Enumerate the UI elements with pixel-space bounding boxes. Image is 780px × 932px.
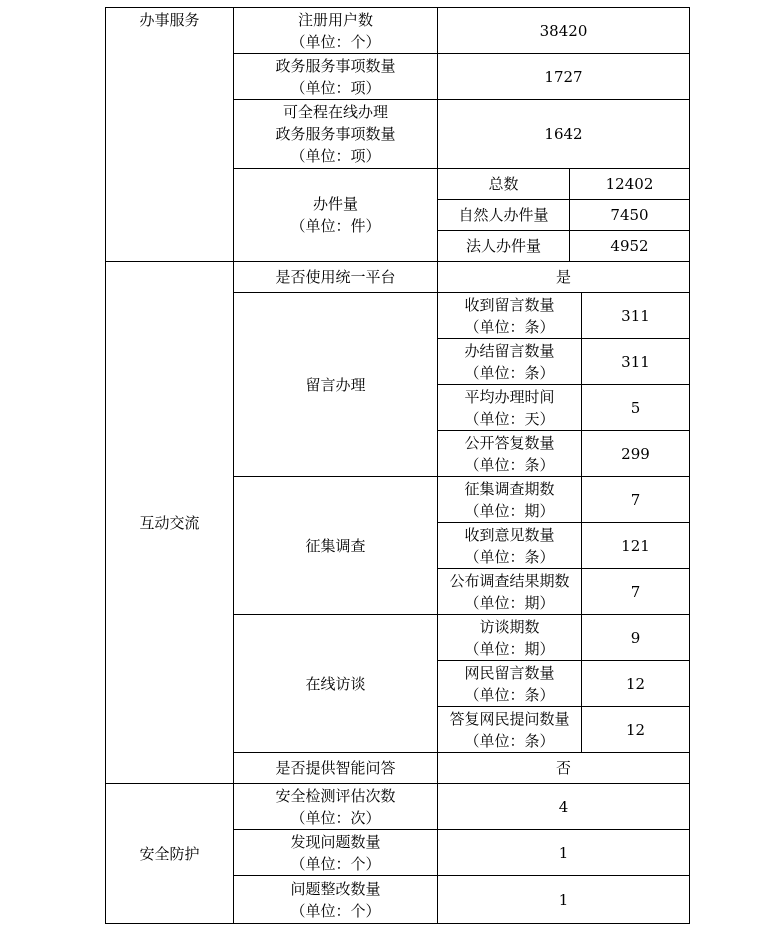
messages-public-replies-label: 公开答复数量 （单位：条）: [437, 430, 582, 477]
cases-total-value: 12402: [569, 168, 690, 200]
interview-periods-label: 访谈期数 （单位：期）: [437, 614, 582, 661]
messages-avg-time-label: 平均办理时间 （单位：天）: [437, 384, 582, 431]
issues-found-value: 1: [437, 829, 690, 876]
survey-periods-label: 征集调查期数 （单位：期）: [437, 476, 582, 523]
section-service-label: 办事服务: [105, 7, 234, 262]
cases-natural-value: 7450: [569, 199, 690, 231]
online-items-label: 可全程在线办理 政务服务事项数量 （单位：项）: [233, 99, 438, 169]
interview-answered-label: 答复网民提问数量 （单位：条）: [437, 706, 582, 753]
cases-legal-value: 4952: [569, 230, 690, 262]
service-items-value: 1727: [437, 53, 690, 100]
messages-closed-value: 311: [581, 338, 690, 385]
messages-received-label: 收到留言数量 （单位：条）: [437, 292, 582, 339]
messages-public-replies-value: 299: [581, 430, 690, 477]
cases-legal-label: 法人办件量: [437, 230, 570, 262]
cases-total-label: 总数: [437, 168, 570, 200]
messages-avg-time-value: 5: [581, 384, 690, 431]
survey-opinions-value: 121: [581, 522, 690, 569]
cases-label: 办件量 （单位：件）: [233, 168, 438, 262]
section-security-label: 安全防护: [105, 783, 234, 924]
survey-label: 征集调查: [233, 476, 438, 615]
interview-label: 在线访谈: [233, 614, 438, 753]
smart-qa-value: 否: [437, 752, 690, 784]
service-items-label: 政务服务事项数量 （单位：项）: [233, 53, 438, 100]
survey-results-label: 公布调查结果期数 （单位：期）: [437, 568, 582, 615]
unified-platform-label: 是否使用统一平台: [233, 261, 438, 293]
messages-closed-label: 办结留言数量 （单位：条）: [437, 338, 582, 385]
smart-qa-label: 是否提供智能问答: [233, 752, 438, 784]
registered-users-value: 38420: [437, 7, 690, 54]
interview-answered-value: 12: [581, 706, 690, 753]
messages-label: 留言办理: [233, 292, 438, 477]
issues-fixed-label: 问题整改数量 （单位：个）: [233, 875, 438, 924]
interview-netizen-msgs-label: 网民留言数量 （单位：条）: [437, 660, 582, 707]
section-interaction-label: 互动交流: [105, 261, 234, 784]
cases-natural-label: 自然人办件量: [437, 199, 570, 231]
assessments-label: 安全检测评估次数 （单位：次）: [233, 783, 438, 830]
registered-users-label: 注册用户数 （单位：个）: [233, 7, 438, 54]
survey-opinions-label: 收到意见数量 （单位：条）: [437, 522, 582, 569]
unified-platform-value: 是: [437, 261, 690, 293]
survey-results-value: 7: [581, 568, 690, 615]
assessments-value: 4: [437, 783, 690, 830]
online-items-value: 1642: [437, 99, 690, 169]
issues-fixed-value: 1: [437, 875, 690, 924]
messages-received-value: 311: [581, 292, 690, 339]
interview-netizen-msgs-value: 12: [581, 660, 690, 707]
issues-found-label: 发现问题数量 （单位：个）: [233, 829, 438, 876]
interview-periods-value: 9: [581, 614, 690, 661]
survey-periods-value: 7: [581, 476, 690, 523]
